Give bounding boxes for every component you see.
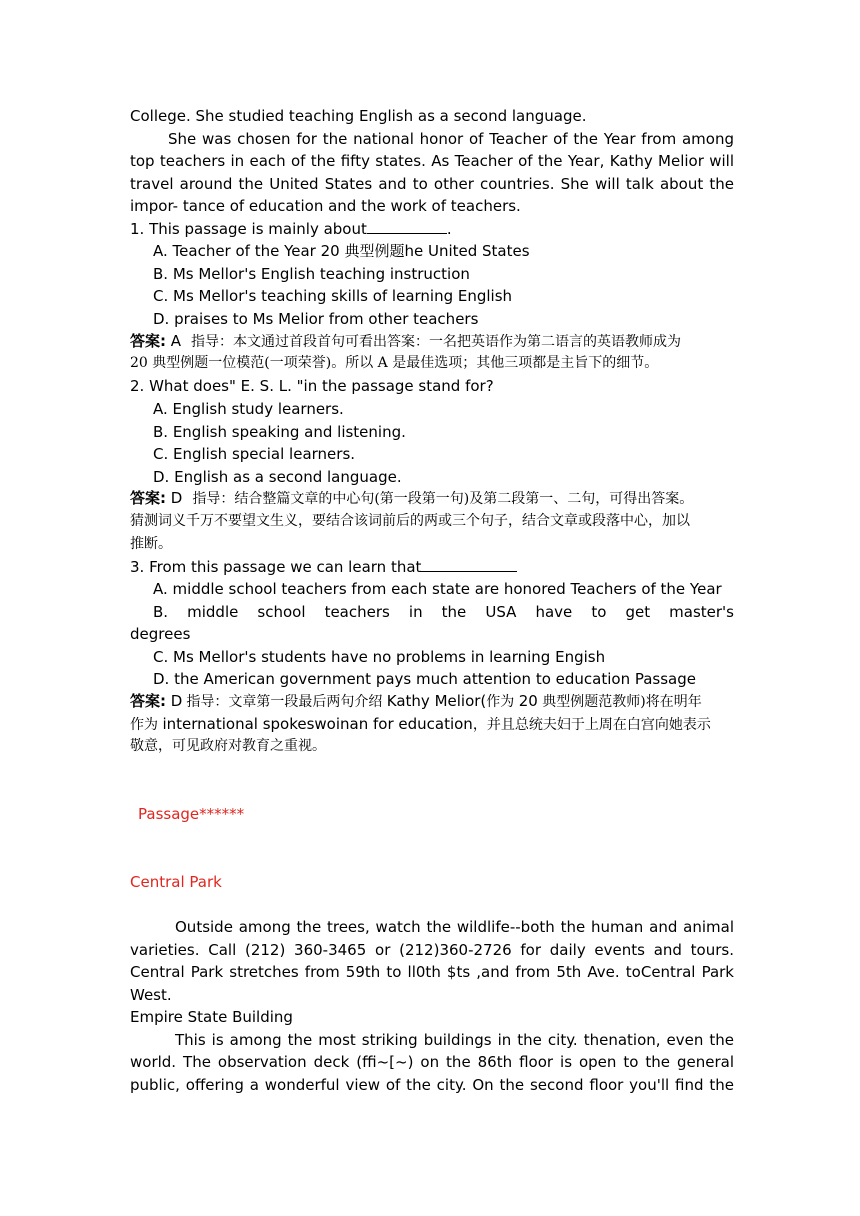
explanation-number: 20 [518,692,538,710]
paragraph-line: world. The observation deck (ffi~[~) on the 86th floor is open to the general [130,1053,734,1071]
option-b: B. English speaking and listening. [153,423,406,441]
explanation: 指导：本文通过首段首句可看出答案：一名把英语作为第二语言的英语教师成为 [191,334,682,350]
option-b-continued: degrees [130,625,191,643]
explanation: 作为 [486,694,519,710]
question-text: 3. From this passage we can learn that [130,558,422,576]
answer-blank [367,219,447,234]
answer-line [130,487,734,509]
paragraph-line: impor- tance of education and the work of teachers. [130,197,521,215]
paragraph-line: She was chosen for the national honor of Teacher of the Year from among [168,130,734,148]
option-a: A. middle school teachers from each state are honored Teachers of the Year [153,580,722,598]
answer-line [130,330,734,352]
section-title-central-park: Central Park [130,873,222,891]
option-d: D. English as a second language. [153,468,402,486]
paragraph-line: Outside among the trees, watch the wildlife--both the human and animal [175,918,734,936]
option-c: C. Ms Mellor's teaching skills of learning English [153,287,513,305]
option-d: D. the American government pays much attention to education Passage [153,670,696,688]
question-3 [130,556,734,578]
option-c: C. English special learners. [153,445,356,463]
option-a: A. Teacher of the Year 20 典型例题he United States [153,242,530,260]
explanation-line: 20 典型例题一位模范(一项荣誉)。所以 A 是最佳选项；其他三项都是主旨下的细节。 [130,355,659,371]
explanation-line: 猜测词义千万不要望文生义，要结合该词前后的两或三个句子，结合文章或段落中心，加以 [130,513,690,529]
answer-label: 答案: [130,489,166,507]
explanation: 作为 [130,717,163,733]
answer-value: D [166,489,183,507]
answer-line [130,690,734,712]
paragraph-line: Central Park stretches from 59th to ll0th $ts ,and from 5th Ave. toCentral Park [130,963,734,981]
passage-heading: Passage****** [138,805,245,823]
question-1 [130,218,734,240]
option-c: C. Ms Mellor's students have no problems in learning Engish [153,648,606,666]
explanation-english: international spokeswoinan for education [162,715,473,733]
answer-label: 答案: [130,332,166,350]
explanation: 指导：文章第一段最后两句介绍 [186,694,387,710]
paragraph-line: This is among the most striking buildings in the city. thenation, even the [175,1031,734,1049]
explanation-line: 推断。 [130,536,172,552]
question-text: 1. This passage is mainly about [130,220,367,238]
paragraph-line: varieties. Call (212) 360-3465 or (212)360-2726 for daily events and tours. [130,941,734,959]
question-end: . [446,220,452,238]
explanation-line [130,713,734,735]
answer-value: A [166,332,182,350]
option-b: B. middle school teachers in the USA have to get master's [153,603,734,621]
explanation: 典型例题范教师)将在明年 [537,694,702,710]
option-b: B. Ms Mellor's English teaching instruction [153,265,470,283]
question-2: 2. What does" E. S. L. "in the passage stand for? [130,377,494,395]
paragraph-line: travel around the United States and to other countries. She will talk about the [130,175,734,193]
answer-blank [421,557,517,572]
paragraph-line: public, offering a wonderful view of the city. On the second floor you'll find the [130,1076,734,1094]
explanation-name: Kathy Melior( [386,692,487,710]
answer-label: 答案: [130,692,166,710]
option-d: D. praises to Ms Melior from other teachers [153,310,479,328]
option-a: A. English study learners. [153,400,344,418]
explanation: ，并且总统夫妇于上周在白宫向她表示 [472,717,711,733]
explanation: 指导：结合整篇文章的中心句(第一段第一句)及第二段第一、二句，可得出答案。 [192,491,694,507]
answer-value: D [166,692,183,710]
section-title-empire-state: Empire State Building [130,1008,293,1026]
paragraph-line: College. She studied teaching English as a second language. [130,107,587,125]
paragraph-line: West. [130,986,172,1004]
explanation-line: 敬意，可见政府对教育之重视。 [130,738,326,754]
paragraph-line: top teachers in each of the fifty states. As Teacher of the Year, Kathy Melior will [130,152,734,170]
